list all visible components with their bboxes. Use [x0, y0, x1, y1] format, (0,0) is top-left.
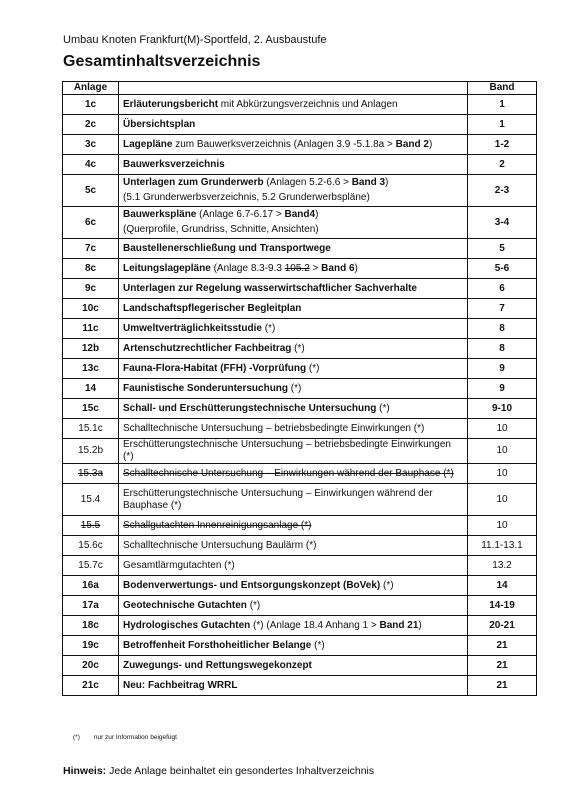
description-cell: [119, 319, 468, 339]
description-bold: Betroffenheit Forsthoheitlicher Belange: [123, 639, 312, 651]
table-row: [63, 95, 537, 115]
table-row: [63, 135, 537, 155]
anlage-cell: [63, 399, 119, 419]
description-line: [123, 520, 311, 531]
description-bold: Artenschutzrechtlicher Fachbeitrag: [123, 342, 292, 354]
band-number: 21: [496, 639, 508, 651]
band-cell: [468, 399, 537, 419]
band-cell: [468, 656, 537, 676]
description-text: ): [315, 209, 319, 220]
description-cell: [119, 636, 468, 656]
description-text: (*): [291, 342, 305, 354]
description-text: (*): [380, 579, 394, 591]
anlage-number: 11c: [82, 322, 99, 334]
band-number: 21: [496, 659, 508, 671]
table-row: [63, 676, 537, 696]
description-line: [123, 580, 394, 591]
anlage-cell: [63, 576, 119, 596]
description-bold: Baustellenerschließung und Transportwege: [123, 242, 331, 254]
description-bold: Erläuterungsbericht: [123, 98, 219, 110]
description-bold: Lagepläne: [123, 138, 173, 150]
table-row: [63, 636, 537, 656]
description-band-ref: Band 2: [395, 138, 429, 150]
anlage-number: 20c: [82, 659, 99, 671]
band-number: 5: [499, 242, 505, 254]
anlage-cell: [63, 155, 119, 175]
band-cell: [468, 259, 537, 279]
description-text: (*): [376, 402, 390, 414]
anlage-number: 15.4: [80, 493, 101, 505]
anlage-number: 15.1c: [78, 422, 103, 434]
band-number: 8: [499, 322, 505, 334]
band-cell: [468, 339, 537, 359]
description-cell: [119, 439, 468, 464]
anlage-number: 15.6c: [78, 539, 103, 551]
footnote-mark: (*): [73, 734, 80, 741]
description-bold: Umweltverträglichkeitsstudie: [123, 322, 262, 334]
description-cell: [119, 135, 468, 155]
anlage-cell: [63, 484, 119, 516]
description-cell: [119, 299, 468, 319]
table-row: [63, 399, 537, 419]
description-bold: Zuwegungs- und Rettungswegekonzept: [123, 659, 312, 671]
table-body: [63, 95, 537, 696]
anlage-number: 2c: [84, 118, 97, 130]
table-row: [63, 259, 537, 279]
description-cell: [119, 379, 468, 399]
description-text: (Anlagen 5.2-6.6 >: [263, 177, 352, 188]
description-cell: [119, 339, 468, 359]
table-row: [63, 484, 537, 516]
band-number: 14: [496, 579, 508, 591]
description-struck: 105.2: [284, 262, 310, 274]
description-line: [123, 363, 319, 374]
description-text: (*) (Anlage 18.4 Anhang 1 >: [250, 619, 380, 631]
description-line: [123, 540, 316, 551]
anlage-number: 16a: [82, 579, 99, 591]
description-bold: Hydrologisches Gutachten: [123, 619, 251, 631]
anlage-cell: [63, 319, 119, 339]
description-band-ref: Band 3: [351, 177, 386, 188]
table-header-row: [63, 82, 537, 95]
description-line: [123, 423, 424, 434]
table-row: [63, 616, 537, 636]
anlage-cell: [63, 379, 119, 399]
band-number: 1: [499, 118, 505, 130]
anlage-cell: [63, 556, 119, 576]
contents-table: [62, 81, 537, 696]
note-label: Hinweis:: [63, 765, 107, 777]
anlage-number: 7c: [84, 242, 97, 254]
description-band-ref: Band 6: [321, 262, 355, 274]
document-title: Gesamtinhaltsverzeichnis: [63, 53, 261, 70]
note-text: Jede Anlage beinhaltet ein gesondertes Inhaltverzeichnis: [106, 765, 375, 777]
band-cell: [468, 175, 537, 207]
description-cell: [119, 279, 468, 299]
table-row: [63, 556, 537, 576]
description-cell: [119, 656, 468, 676]
anlage-number: 19c: [82, 639, 99, 651]
description-bold: Faunistische Sonderuntersuchung: [123, 382, 289, 394]
description-bold: Schall- und Erschütterungstechnische Untersuchung: [123, 402, 377, 414]
description-subtext: (Querprofile, Grundriss, Schnitte, Ansichten): [123, 224, 319, 235]
band-number: 1-2: [494, 138, 510, 150]
description-cell: [119, 576, 468, 596]
description-line: [123, 640, 325, 651]
column-header-description: [119, 82, 468, 95]
band-cell: [468, 516, 537, 536]
description-text: (*): [288, 382, 302, 394]
description-cell: [119, 536, 468, 556]
anlage-number: 15.2b: [77, 445, 104, 456]
band-number: 2: [499, 158, 505, 170]
band-number: 9: [499, 362, 505, 374]
note: [63, 765, 374, 777]
table-row: [63, 279, 537, 299]
project-title: Umbau Knoten Frankfurt(M)-Sportfeld, 2. Ausbaustufe: [63, 34, 327, 46]
description-text: (Anlage 6.7-6.17 >: [196, 209, 285, 220]
description-text: (*): [306, 362, 320, 374]
description-text: Schallgutachten Innenreinigungsanlage (*): [123, 519, 312, 531]
description-cell: [119, 516, 468, 536]
description-cell: [119, 484, 468, 516]
description-text: mit Abkürzungsverzeichnis und Anlagen: [218, 98, 398, 110]
band-cell: [468, 464, 537, 484]
band-number: 20-21: [489, 619, 515, 631]
description-line: [123, 680, 237, 691]
anlage-cell: [63, 359, 119, 379]
description-line: [123, 383, 301, 394]
table-row: [63, 175, 537, 207]
band-cell: [468, 419, 537, 439]
description-cell: [119, 175, 468, 207]
anlage-cell: [63, 536, 119, 556]
anlage-cell: [63, 676, 119, 696]
table-row: [63, 596, 537, 616]
band-number: 10: [496, 519, 508, 531]
table-row: [63, 439, 537, 464]
band-cell: [468, 484, 537, 516]
description-cell: [119, 464, 468, 484]
band-cell: [468, 207, 537, 239]
band-number: 3-4: [494, 216, 510, 228]
band-number: 14-19: [489, 599, 515, 611]
description-text: (Anlage 8.3-9.3: [210, 262, 285, 274]
description-text: Erschütterungstechnische Untersuchung – Einwirkungen während der Bauphase (*): [123, 487, 433, 511]
band-number: 7: [499, 302, 505, 314]
description-bold: Unterlagen zum Grunderwerb: [123, 177, 264, 188]
band-number: 9: [499, 382, 505, 394]
description-line: [123, 343, 305, 354]
description-line: [123, 303, 301, 314]
description-line: [123, 139, 432, 150]
anlage-cell: [63, 207, 119, 239]
anlage-number: 12b: [81, 342, 100, 354]
table-row: [63, 239, 537, 259]
description-text: ): [418, 619, 422, 631]
band-cell: [468, 536, 537, 556]
band-cell: [468, 596, 537, 616]
description-text: Schalltechnische Untersuchung Baulärm (*): [123, 539, 317, 551]
anlage-cell: [63, 299, 119, 319]
anlage-number: 15.3a: [77, 467, 104, 479]
description-cell: [119, 399, 468, 419]
description-subtext: (5.1 Grunderwerbsverzeichnis, 5.2 Grunderwerbspläne): [123, 192, 370, 203]
table-row: [63, 319, 537, 339]
table-row: [63, 207, 537, 239]
band-number: 6: [499, 282, 505, 294]
anlage-cell: [63, 239, 119, 259]
band-number: 13.2: [492, 559, 512, 571]
description-line: [123, 439, 451, 462]
description-cell: [119, 239, 468, 259]
anlage-number: 17a: [82, 599, 99, 611]
description-text: ): [385, 177, 389, 188]
description-cell: [119, 676, 468, 696]
description-bold: Neu: Fachbeitrag WRRL: [123, 679, 238, 691]
description-text: (*): [246, 599, 261, 611]
description-text: Erschütterungstechnische Untersuchung – betriebsbedingte Einwirkungen (*): [123, 439, 451, 462]
table-row: [63, 576, 537, 596]
anlage-number: 18c: [82, 619, 99, 631]
description-cell: [119, 259, 468, 279]
anlage-cell: [63, 259, 119, 279]
description-line: [123, 283, 417, 294]
band-cell: [468, 556, 537, 576]
description-line: [123, 488, 433, 511]
band-number: 10: [496, 467, 508, 479]
anlage-cell: [63, 656, 119, 676]
band-number: 1: [499, 98, 505, 110]
band-cell: [468, 239, 537, 259]
band-cell: [468, 319, 537, 339]
band-cell: [468, 299, 537, 319]
description-line: [123, 600, 260, 611]
anlage-number: 1c: [84, 98, 97, 110]
anlage-cell: [63, 516, 119, 536]
anlage-number: 13c: [82, 362, 99, 374]
anlage-cell: [63, 439, 119, 464]
band-number: 11.1-13.1: [481, 539, 523, 551]
description-bold: Landschaftspflegerischer Begleitplan: [123, 302, 302, 314]
band-cell: [468, 359, 537, 379]
band-number: 2-3: [494, 184, 510, 196]
column-header-anlage: Anlage: [63, 82, 119, 95]
anlage-cell: [63, 95, 119, 115]
band-cell: [468, 636, 537, 656]
band-number: 10: [496, 493, 508, 505]
column-header-band: Band: [468, 82, 537, 95]
band-number: 5-6: [494, 262, 510, 274]
anlage-cell: [63, 135, 119, 155]
footnote: [73, 734, 177, 741]
description-line: [123, 560, 235, 571]
anlage-number: 4c: [84, 158, 97, 170]
description-line: [123, 119, 195, 130]
table-row: [63, 379, 537, 399]
description-cell: [119, 155, 468, 175]
description-line: [123, 403, 390, 414]
description-line: [123, 99, 398, 110]
table-row: [63, 464, 537, 484]
description-cell: [119, 616, 468, 636]
anlage-cell: [63, 636, 119, 656]
table-row: [63, 359, 537, 379]
description-bold: Fauna-Flora-Habitat (FFH) -Vorprüfung: [123, 362, 307, 374]
description-band-ref: Band 21: [379, 619, 419, 631]
anlage-number: 10c: [82, 302, 99, 314]
band-cell: [468, 135, 537, 155]
description-line: [123, 263, 358, 274]
description-bold: Unterlagen zur Regelung wasserwirtschaftlicher Sachverhalte: [123, 282, 417, 294]
anlage-cell: [63, 419, 119, 439]
description-line: [123, 323, 275, 334]
description-band-ref: Band4: [284, 209, 316, 220]
description-text: ): [428, 138, 433, 150]
description-cell: [119, 115, 468, 135]
band-cell: [468, 379, 537, 399]
anlage-number: 15c: [82, 402, 99, 414]
footnote-text: nur zur Information beigefügt: [93, 734, 177, 741]
band-number: 8: [499, 342, 505, 354]
band-cell: [468, 676, 537, 696]
table-row: [63, 516, 537, 536]
description-line: [123, 177, 388, 188]
band-number: 21: [496, 679, 508, 691]
description-cell: [119, 207, 468, 239]
description-bold: Übersichtsplan: [123, 118, 196, 130]
table-row: [63, 656, 537, 676]
anlage-number: 5c: [84, 184, 97, 196]
band-cell: [468, 279, 537, 299]
description-bold: Bodenverwertungs- und Entsorgungskonzept (BoVek): [123, 579, 381, 591]
band-number: 10: [496, 422, 508, 434]
description-text: Gesamtlärmgutachten (*): [123, 559, 235, 571]
anlage-number: 14: [84, 382, 97, 394]
anlage-cell: [63, 596, 119, 616]
description-cell: [119, 556, 468, 576]
description-text: (*): [261, 322, 276, 334]
band-cell: [468, 155, 537, 175]
anlage-number: 3c: [84, 138, 97, 150]
anlage-number: 15.5: [80, 519, 101, 531]
anlage-number: 8c: [84, 262, 97, 274]
description-text: >: [309, 262, 322, 274]
description-bold: Geotechnische Gutachten: [123, 599, 247, 611]
anlage-number: 15.7c: [78, 559, 103, 571]
description-bold: Leitungslagepläne: [123, 262, 211, 274]
description-text: Schalltechnische Untersuchung – betriebsbedingte Einwirkungen (*): [123, 422, 425, 434]
table-row: [63, 339, 537, 359]
anlage-cell: [63, 464, 119, 484]
table-row: [63, 155, 537, 175]
anlage-number: 6c: [84, 216, 97, 228]
description-text: zum Bauwerksverzeichnis (Anlagen 3.9 -5.1.8a >: [172, 138, 396, 150]
description-text: ): [354, 262, 358, 274]
description-line: [123, 243, 331, 254]
anlage-cell: [63, 175, 119, 207]
anlage-cell: [63, 616, 119, 636]
band-number: 10: [496, 445, 508, 456]
anlage-number: 9c: [84, 282, 97, 294]
description-line: [123, 620, 422, 631]
description-line: [123, 209, 318, 220]
description-cell: [119, 419, 468, 439]
description-line: [123, 159, 225, 170]
description-text: Schalltechnische Untersuchung – Einwirkungen während der Bauphase (*): [123, 467, 454, 479]
description-bold: Bauwerksverzeichnis: [123, 158, 225, 170]
band-cell: [468, 115, 537, 135]
anlage-number: 21c: [82, 679, 99, 691]
table-row: [63, 536, 537, 556]
description-line: [123, 660, 312, 671]
table-row: [63, 115, 537, 135]
band-cell: [468, 616, 537, 636]
anlage-cell: [63, 339, 119, 359]
anlage-cell: [63, 115, 119, 135]
band-cell: [468, 95, 537, 115]
description-text: (*): [311, 639, 325, 651]
band-cell: [468, 439, 537, 464]
band-cell: [468, 576, 537, 596]
description-cell: [119, 95, 468, 115]
description-cell: [119, 596, 468, 616]
description-bold: Bauwerkspläne: [123, 209, 197, 220]
band-number: 9-10: [491, 402, 512, 414]
table-row: [63, 299, 537, 319]
description-line: [123, 468, 454, 479]
anlage-cell: [63, 279, 119, 299]
description-cell: [119, 359, 468, 379]
table-row: [63, 419, 537, 439]
